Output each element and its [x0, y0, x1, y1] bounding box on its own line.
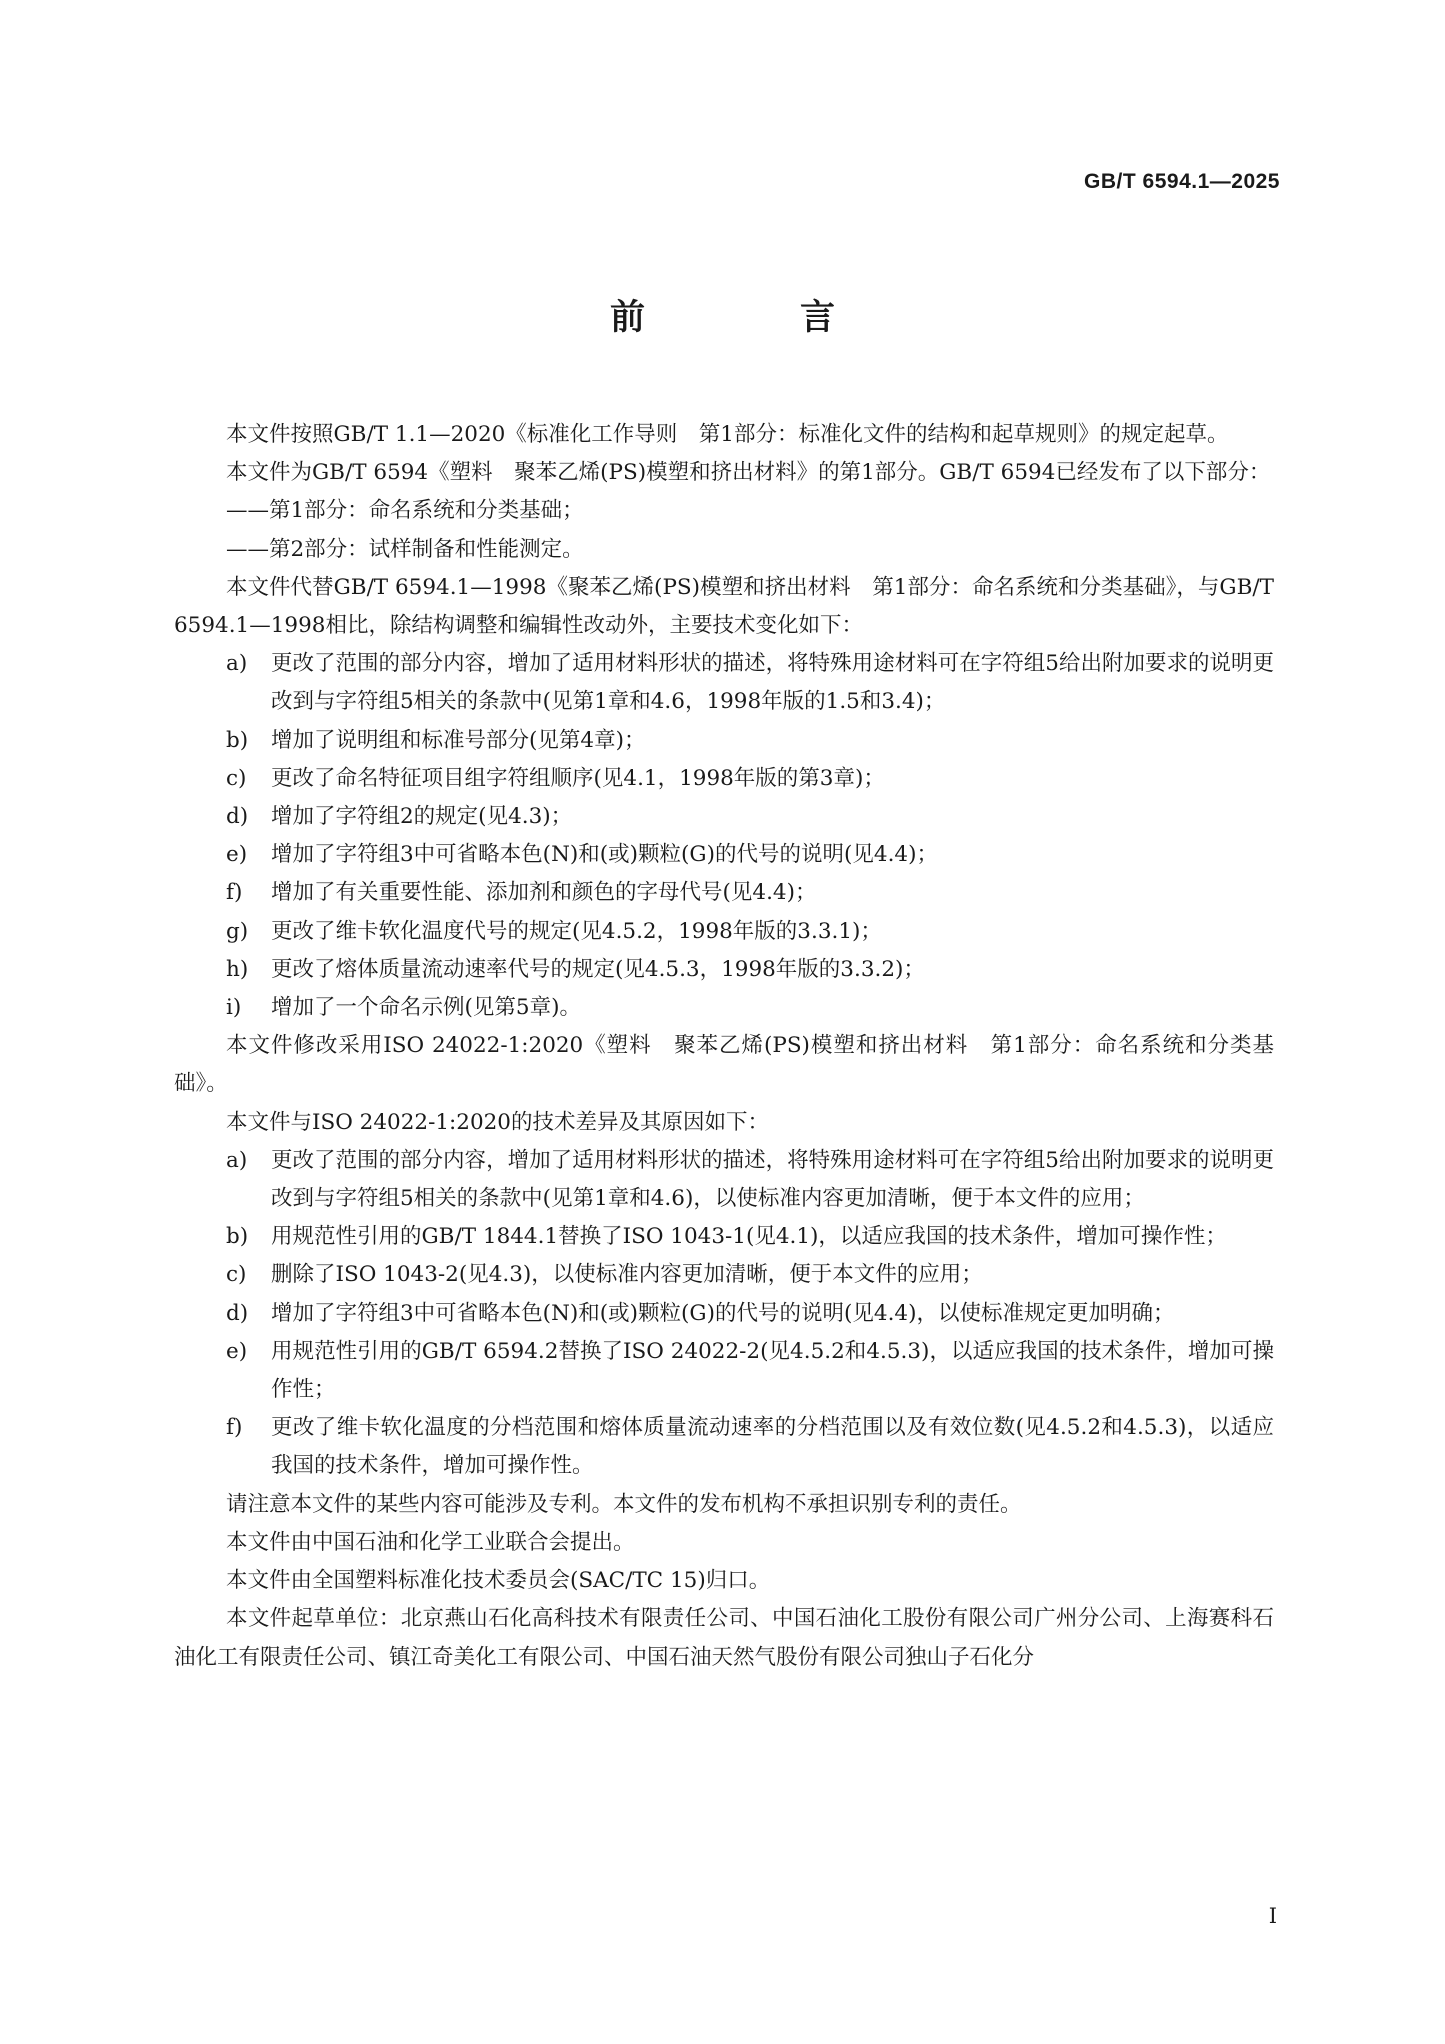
list-item	[174, 1333, 1274, 1409]
paragraph-drafting-units: 本文件起草单位：北京燕山石化高科技术有限责任公司、中国石油化工股份有限公司广州分公司、上海赛科石油化工有限责任公司、镇江奇美化工有限公司、中国石油天然气股份有限公司独山子石化分	[174, 1606, 1274, 1670]
list-item	[174, 798, 1274, 836]
list-item-text: 增加了字符组2的规定(见4.3)；	[271, 804, 573, 830]
list-marker: b)	[226, 1224, 249, 1250]
list-marker: a)	[226, 651, 248, 677]
list-item-text: 增加了字符组3中可省略本色(N)和(或)颗粒(G)的代号的说明(见4.4)；	[271, 842, 938, 868]
list-marker: b)	[226, 727, 249, 753]
list-marker: h)	[226, 956, 249, 982]
list-item-part1: ——第1部分：命名系统和分类基础；	[226, 498, 584, 524]
paragraph-iso-adoption: 本文件修改采用ISO 24022-1:2020《塑料 聚苯乙烯(PS)模塑和挤出材料 第1部分：命名系统和分类基础》。	[174, 1033, 1274, 1097]
list-marker: c)	[226, 1262, 247, 1288]
changes-list	[174, 645, 1274, 1027]
list-item-text: 增加了有关重要性能、添加剂和颜色的字母代号(见4.4)；	[271, 880, 817, 906]
list-marker: d)	[226, 804, 249, 830]
paragraph-committee: 本文件由全国塑料标准化技术委员会(SAC/TC 15)归口。	[226, 1568, 771, 1594]
list-item-part2: ——第2部分：试样制备和性能测定。	[226, 536, 584, 562]
list-item-text: 更改了命名特征项目组字符组顺序(见4.1，1998年版的第3章)；	[271, 765, 885, 791]
list-item-text: 增加了字符组3中可省略本色(N)和(或)颗粒(G)的代号的说明(见4.4)，以使标准规定更加明确；	[271, 1300, 1175, 1326]
standard-code: GB/T 6594.1—2025	[1084, 170, 1280, 193]
list-item-text: 用规范性引用的GB/T 6594.2替换了ISO 24022-2(见4.5.2和4.5.3)，以适应我国的技术条件，增加可操作性；	[271, 1338, 1274, 1403]
list-item	[174, 722, 1274, 760]
list-marker: g)	[226, 918, 249, 944]
list-item	[174, 951, 1274, 989]
page-title: 前 言	[609, 298, 895, 338]
list-marker: i)	[226, 995, 242, 1021]
list-item	[174, 1256, 1274, 1294]
list-item	[174, 1142, 1274, 1218]
list-item	[174, 760, 1274, 798]
list-marker: e)	[226, 1338, 248, 1364]
list-item	[174, 989, 1274, 1027]
differences-list	[174, 1142, 1274, 1486]
list-item	[174, 874, 1274, 912]
list-item	[174, 1218, 1274, 1256]
list-marker: f)	[226, 880, 243, 906]
list-item-text: 更改了熔体质量流动速率代号的规定(见4.5.3，1998年版的3.3.2)；	[271, 956, 925, 982]
list-marker: d)	[226, 1300, 249, 1326]
list-item-text: 更改了维卡软化温度代号的规定(见4.5.2，1998年版的3.3.1)；	[271, 918, 882, 944]
paragraph-drafting-basis: 本文件按照GB/T 1.1—2020《标准化工作导则 第1部分：标准化文件的结构和起草规则》的规定起草。	[226, 422, 1229, 447]
list-item	[174, 645, 1274, 721]
paragraph-series-intro: 本文件为GB/T 6594《塑料 聚苯乙烯(PS)模塑和挤出材料》的第1部分。GB/T 6594已经发布了以下部分：	[226, 460, 1271, 486]
list-item	[174, 1295, 1274, 1333]
paragraph-differences-intro: 本文件与ISO 24022-1:2020的技术差异及其原因如下：	[226, 1109, 769, 1135]
list-marker: f)	[226, 1415, 243, 1441]
list-item-text: 用规范性引用的GB/T 1844.1替换了ISO 1043-1(见4.1)，以适应我国的技术条件，增加可操作性；	[271, 1224, 1227, 1250]
paragraph-proposer: 本文件由中国石油和化学工业联合会提出。	[226, 1529, 635, 1555]
list-marker: a)	[226, 1147, 248, 1173]
paragraph-patent-notice: 请注意本文件的某些内容可能涉及专利。本文件的发布机构不承担识别专利的责任。	[226, 1491, 1022, 1517]
page-number: I	[1268, 1904, 1277, 1928]
document-body	[174, 416, 1274, 1677]
list-item	[174, 1409, 1274, 1485]
list-item	[174, 836, 1274, 874]
list-item-text: 增加了一个命名示例(见第5章)。	[271, 995, 581, 1021]
list-item-text: 更改了维卡软化温度的分档范围和熔体质量流动速率的分档范围以及有效位数(见4.5.2和4.5.3)，以适应我国的技术条件，增加可操作性。	[271, 1415, 1274, 1479]
list-item	[174, 913, 1274, 951]
list-item-text: 删除了ISO 1043-2(见4.3)，以使标准内容更加清晰，便于本文件的应用；	[271, 1262, 983, 1288]
list-item-text: 更改了范围的部分内容，增加了适用材料形状的描述，将特殊用途材料可在字符组5给出附加要求的说明更改到与字符组5相关的条款中(见第1章和4.6)，以使标准内容更加清晰，便于本文件的应用；	[271, 1147, 1274, 1212]
list-item-text: 更改了范围的部分内容，增加了适用材料形状的描述，将特殊用途材料可在字符组5给出附加要求的说明更改到与字符组5相关的条款中(见第1章和4.6，1998年版的1.5和3.4)；	[271, 651, 1274, 715]
paragraph-replacement: 本文件代替GB/T 6594.1—1998《聚苯乙烯(PS)模塑和挤出材料 第1部分：命名系统和分类基础》，与GB/T 6594.1—1998相比，除结构调整和编辑性改动外，主要技术变化如下：	[174, 574, 1274, 639]
list-marker: c)	[226, 765, 247, 791]
list-marker: e)	[226, 842, 248, 868]
list-item-text: 增加了说明组和标准号部分(见第4章)；	[271, 727, 646, 753]
